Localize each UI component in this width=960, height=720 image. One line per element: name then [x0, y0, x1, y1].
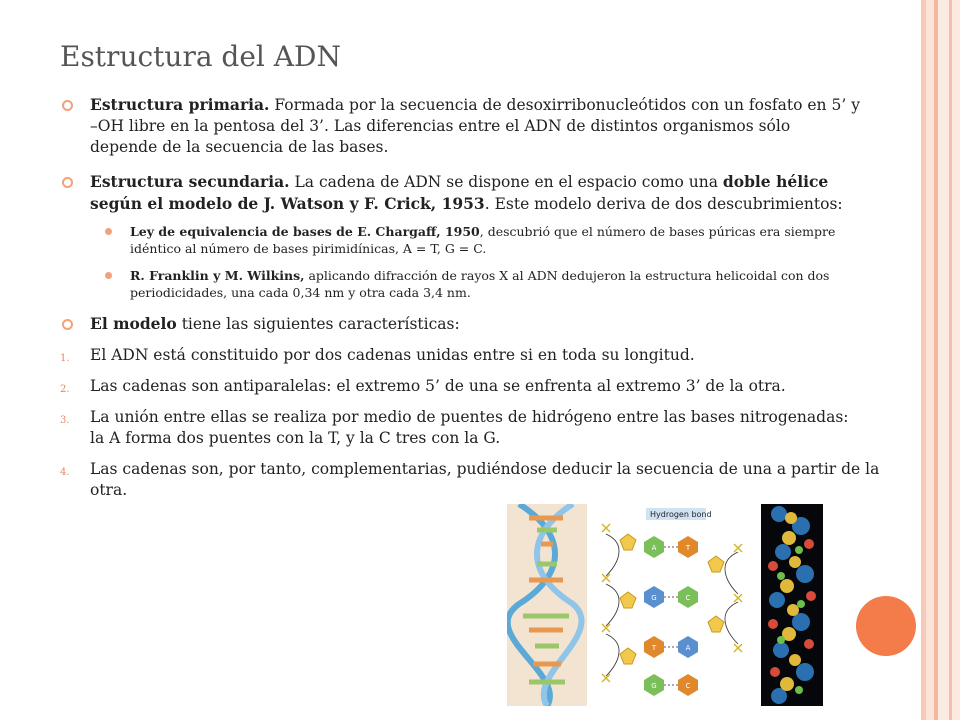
item-number: 1. — [60, 353, 70, 364]
item-text: Las cadenas son antiparalelas: el extremo 5’ de una se enfrenta al extremo 3’ de la otra. — [90, 377, 786, 395]
hydrogen-bond-diagram — [588, 504, 756, 706]
svg-text:A: A — [685, 644, 691, 652]
svg-text:G: G — [651, 594, 657, 602]
dot-bullet-icon — [105, 228, 112, 235]
ring-bullet-icon — [62, 177, 73, 188]
bullet-modelo — [60, 313, 860, 335]
sub-bullet-chargaff — [60, 223, 860, 257]
bold-term: R. Franklin y M. Wilkins, — [130, 268, 305, 283]
slide-content — [60, 94, 880, 511]
bullet-text: Formada por la secuencia de desoxirribonucleótidos con un fosfato en 5’ y –OH libre en la pentosa del 3’. Las diferencias entre el ADN de distintos organismos sólo depende de la secuencia de las bases. — [90, 96, 860, 156]
decorative-border-stripe — [952, 0, 960, 720]
item-number: 2. — [60, 384, 70, 395]
sub-bullet-franklin — [60, 267, 860, 301]
bold-term: doble hélice según el modelo de J. Watson y F. Crick, 1953 — [90, 172, 829, 213]
decorative-border-stripe — [938, 0, 949, 720]
numbered-item — [60, 345, 860, 366]
item-text: Las cadenas son, por tanto, complementarias, pudiéndose deducir la secuencia de una a partir de la otra. — [90, 460, 880, 499]
svg-text:A: A — [651, 544, 657, 552]
numbered-item — [60, 459, 885, 501]
numbered-item — [60, 376, 860, 397]
ring-bullet-icon — [62, 319, 73, 330]
svg-text:T: T — [685, 544, 691, 552]
bold-term: El modelo — [90, 314, 177, 333]
bullet-text: aplicando difracción de rayos X al ADN dedujeron la estructura helicoidal con dos periodicidades, una cada 0,34 nm y otra cada 3,4 nm. — [130, 268, 830, 300]
svg-text:T: T — [651, 644, 657, 652]
item-number: 4. — [60, 467, 70, 478]
dna-figure — [507, 504, 912, 706]
bold-term: Ley de equivalencia de bases de E. Chargaff, 1950 — [130, 224, 480, 239]
svg-text:C: C — [685, 682, 691, 690]
decorative-border-stripe — [926, 0, 934, 720]
bullet-primaria — [60, 94, 860, 158]
svg-text:G: G — [651, 682, 657, 690]
slide-title: Estructura del ADN — [60, 40, 341, 73]
bold-term: Estructura secundaria. — [90, 172, 290, 191]
dot-bullet-icon — [105, 272, 112, 279]
bullet-text: La cadena de ADN se dispone en el espacio como una — [289, 173, 723, 191]
bullet-text: , descubrió que el número de bases púricas era siempre idéntico al número de bases pirimidínicas, A = T, G = C. — [130, 224, 836, 256]
numbered-item — [60, 407, 860, 449]
hydrogen-bond-label: Hydrogen bond — [650, 510, 712, 519]
bold-term: Estructura primaria. — [90, 95, 270, 114]
item-text: El ADN está constituido por dos cadenas unidas entre si en toda su longitud. — [90, 346, 695, 364]
item-number: 3. — [60, 415, 70, 426]
bullet-text: . Este modelo deriva de dos descubrimientos: — [484, 195, 843, 213]
dna-helix-diagram — [507, 504, 587, 706]
dna-space-filling-model — [761, 504, 823, 706]
ring-bullet-icon — [62, 100, 73, 111]
bullet-secundaria — [60, 171, 860, 215]
svg-text:C: C — [685, 594, 691, 602]
item-text: La unión entre ellas se realiza por medio de puentes de hidrógeno entre las bases nitrogenadas: la A forma dos puentes con la T, y la C tres con la G. — [90, 408, 849, 447]
bullet-text: tiene las siguientes características: — [176, 315, 460, 333]
